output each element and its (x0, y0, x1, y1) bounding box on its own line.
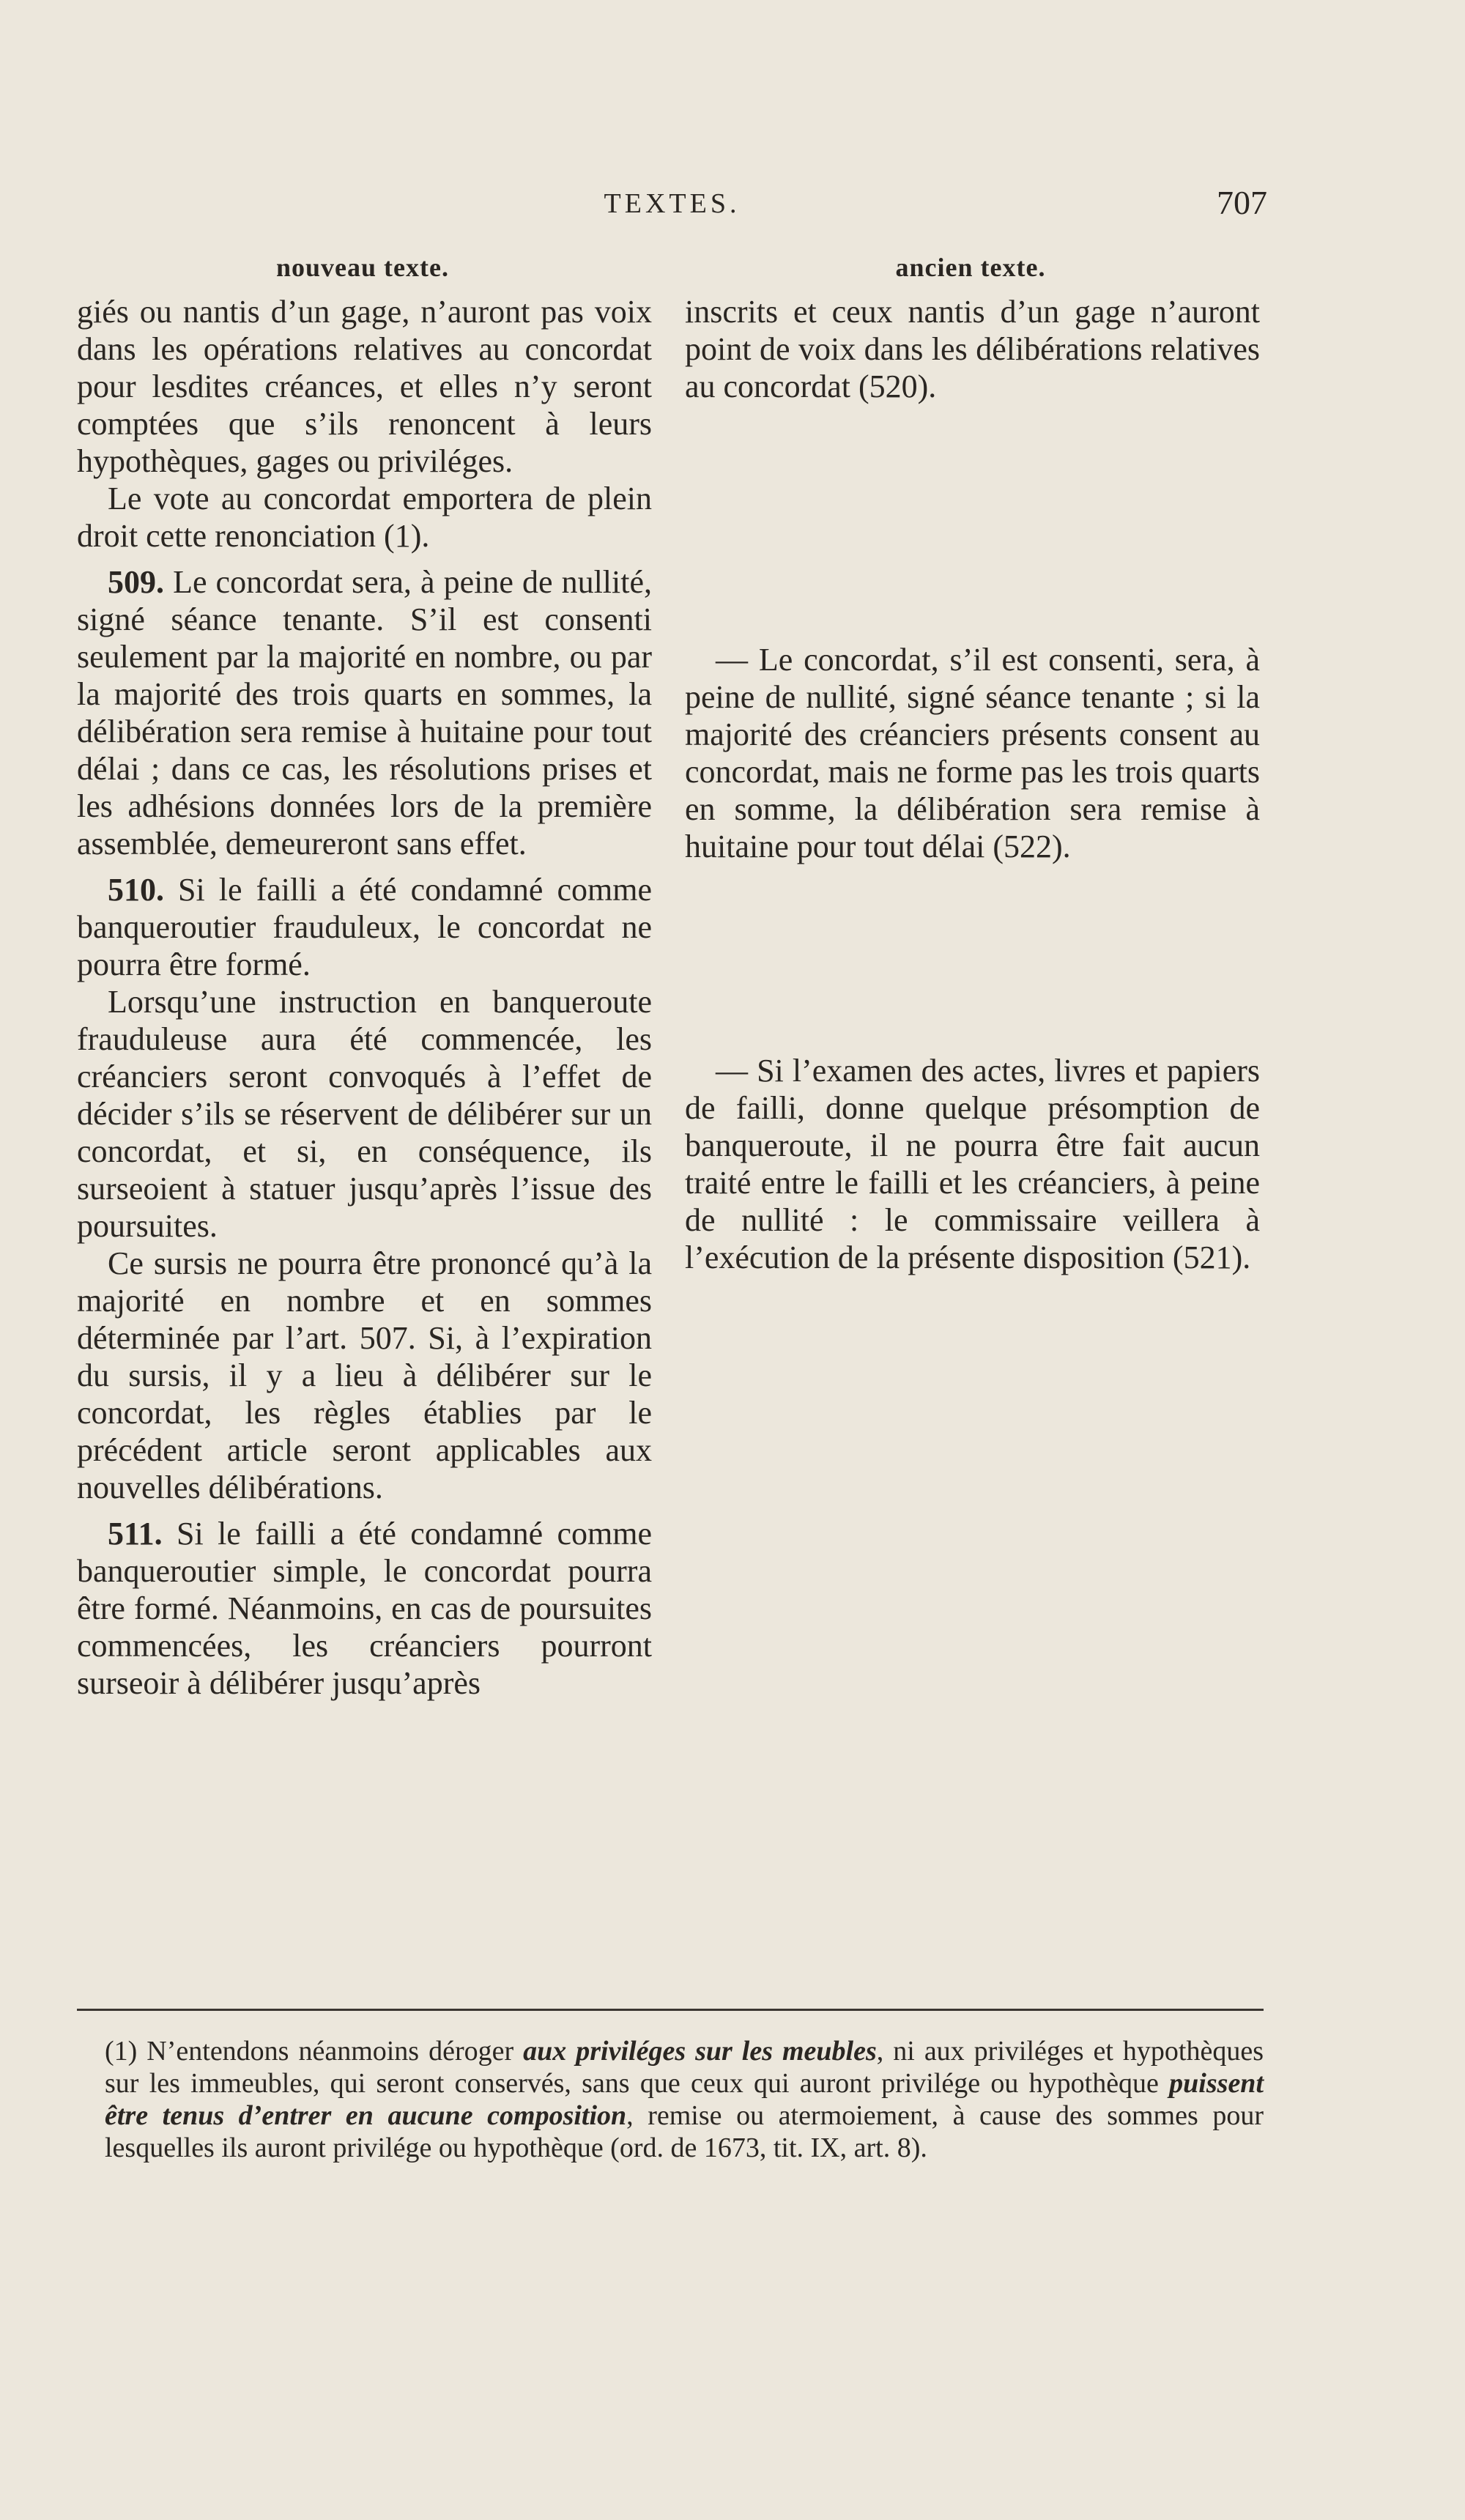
footnote (77, 2035, 1264, 2164)
article-number: 510. (108, 872, 164, 908)
article-number: 511. (108, 1516, 163, 1552)
footnote-part: , remise ou atermoiement, à cause des sommes pour lesquelles ils auront privilége ou hypothèque (ord. de 1673, tit. IX, art. 8). (105, 2100, 1264, 2163)
article-number: 509. (108, 564, 164, 600)
page-number: 707 (1217, 184, 1267, 221)
running-head (77, 183, 1267, 227)
article-text: Si le failli a été condamné comme banqueroutier frauduleux, le concordat ne pourra être formé. (77, 872, 652, 982)
right-column-heading: ancien texte. (895, 253, 1046, 282)
footnote-italic: aux priviléges sur les meubles (523, 2036, 877, 2067)
footnote-part: (1) N’entendons néanmoins déroger (105, 2036, 514, 2067)
right-paragraph: — Le concordat, s’il est consenti, sera, à peine de nullité, signé séance tenante ; si la majorité des créanciers présents consent au concordat, mais ne forme pas les trois quarts en somme, la délibération sera remise à huitaine pour tout délai (522). (685, 642, 1260, 864)
left-paragraph: Ce sursis ne pourra être prononcé qu’à la majorité en nombre et en sommes déterminée par l’art. 507. Si, à l’expiration du sursis, il y a lieu à délibérer sur le concordat, les règles établies par le précédent article seront applicables aux nouvelles délibérations. (77, 1245, 652, 1505)
footnote-italic: puissent être tenus d’entrer en aucune composition (105, 2068, 1264, 2131)
left-paragraph: giés ou nantis d’un gage, n’auront pas voix dans les opérations relatives au concordat pour lesdites créances, et elles n’y seront comptées que s’ils renoncent à leurs hypothèques, gages ou priviléges. (77, 294, 652, 479)
article-text: Si le failli a été condamné comme banqueroutier simple, le concordat pourra être formé. Néanmoins, en cas de poursuites commencées, les créanciers pourront surseoir à délibérer jusqu’après (77, 1516, 653, 1701)
left-paragraph: Le vote au concordat emportera de plein droit cette renonciation (1). (77, 481, 652, 554)
article-509 (77, 563, 652, 862)
article-text: Le concordat sera, à peine de nullité, signé séance tenante. S’il est consenti seulement par la majorité en nombre, ou par la majorité des trois quarts en sommes, la délibération sera remise à huitaine pour tout délai ; dans ce cas, les résolutions prises et les adhésions données lors de la première assemblée, demeureront sans effet. (77, 564, 652, 861)
footnote-part: , ni aux priviléges et hypothèques sur les immeubles, qui seront conservés, sans que ceux qui auront privilége ou hypothèque (105, 2036, 1264, 2099)
article-511 (77, 1515, 652, 1702)
left-paragraph: Lorsqu’une instruction en banqueroute frauduleuse aura été commencée, les créanciers seront convoqués à l’effet de décider s’ils se réservent de délibérer sur un concordat, et si, en conséquence, ils surseoient à statuer jusqu’après l’issue des poursuites. (77, 984, 652, 1244)
article-510 (77, 871, 652, 983)
left-column (77, 293, 652, 1702)
left-column-heading: nouveau texte. (276, 253, 449, 282)
footnote-text (77, 2035, 1264, 2164)
running-title: TEXTES. (604, 188, 741, 219)
right-paragraph: inscrits et ceux nantis d’un gage n’auront point de voix dans les délibérations relatives au concordat (520). (685, 294, 1260, 404)
right-paragraph: — Si l’examen des actes, livres et papiers de failli, donne quelque présomption de banqueroute, il ne pourra être fait aucun traité entre le failli et les créanciers, à peine de nullité : le commissaire veillera à l’exécution de la présente disposition (521). (685, 1053, 1260, 1275)
footnote-rule (77, 2009, 1264, 2011)
